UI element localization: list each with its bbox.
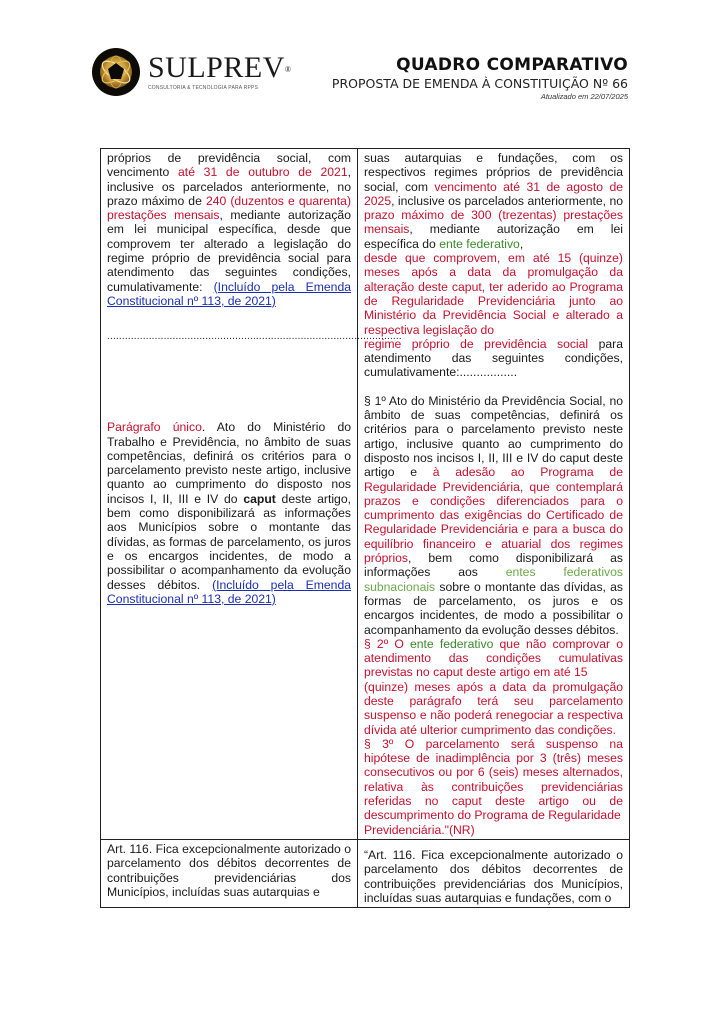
ellipsis-dots: ................................................................................................... [107,331,402,343]
current-text-cell [101,839,358,907]
sulprev-logo [92,48,291,96]
amendment-reference-link[interactable]: (Incluído pela Emenda Constitucional nº 113, de 2021) [107,279,352,308]
comparison-table [100,148,630,908]
logo-name: SULPREV® [148,51,292,84]
article-116-current: Art. 116. Fica excepcionalmente autorizado o parcelamento dos débitos decorrentes de contribuições previdenciárias dos Municípios, incluídas suas autarquias e [107,841,351,899]
article-paragraph: próprios de previdência social, com vencimento até 31 de outubro de 2021, inclusive os parcelados anteriormente, no prazo máximo de 240 (duzentos e quarenta) prestações mensais, mediante autorização em lei municipal específica, desde que comprovem ter alterado a legislação do regime próprio de previdência social para atendimento das seguintes condições, cumulativamente: (Incluído pela Emenda Constitucional nº 113, de 2021) [107,151,352,308]
logo-tagline: CONSULTORIA & TECNOLOGIA PARA RPPS [148,85,259,91]
table-row [101,149,630,840]
article-116-proposed: “Art. 116. Fica excepcionalmente autorizado o parcelamento dos débitos decorrentes de contribuições previdenciárias dos Municípios, incluídas suas autarquias e fundações, com o [364,847,623,905]
paragraph-3: § 3º O parcelamento será suspenso na hipótese de inadimplência por 3 (três) meses consecutivos ou por 6 (seis) meses alternados, relativa às contribuições previdenciárias referidas no caput deste artigo ou de descumprimento do Programa de Regularidade Previdenciária."(NR) [364,736,623,837]
title-block [332,55,628,102]
sulprev-logo-icon [92,48,140,96]
updated-date: Atualizado em 22/07/2025 [540,92,628,101]
sole-paragraph: Parágrafo único. Ato do Ministério do Trabalho e Previdência, no âmbito de suas competências, definirá os critérios para o parcelamento previsto neste artigo, inclusive quanto ao cumprimento do disposto nos incisos I, II, III e IV do caput deste artigo, bem como disponibilizará as informações aos Municípios sobre o montante das dívidas, as formas de parcelamento, os juros e os encargos incidentes, de modo a possibilitar o acompanhamento da evolução desses débitos. (Incluído pela Emenda Constitucional nº 113, de 2021) [107,420,351,606]
document-subtitle: PROPOSTA DE EMENDA À CONSTITUIÇÃO Nº 66 [331,76,628,91]
paragraph-1: § 1º Ato do Ministério da Previdência Social, no âmbito de suas competências, definirá os critérios para o parcelamento previsto neste artigo, inclusive quanto ao cumprimento do disposto nos incisos I, II, III e IV do caput deste artigo e à adesão ao Programa de Regularidade Previdenciária, que contemplará prazos e condições diferenciados para o cumprimento das exigências do Certificado de Regularidade Previdenciária e para a busca do equilíbrio financeiro e atuarial dos regimes próprios, bem como disponibilizará as informações aos entes federativos subnacionais sobre o montante das dívidas, as formas de parcelamento, os juros e os encargos incidentes, de modo a possibilitar o acompanhamento da evolução desses débitos. [364,393,623,637]
current-text-cell [101,149,402,840]
proposed-text-cell [358,839,630,907]
amendment-reference-link[interactable]: (Incluído pela Emenda Constitucional nº 113, de 2021) [107,577,351,606]
article-paragraph: suas autarquias e fundações, com os respectivos regimes próprios de previdência social, com vencimento até 31 de agosto de 2025, inclusive os parcelados anteriormente, no prazo máximo de 300 (trezentas) prestações mensais, mediante autorização em lei específica do ente federativo, desde que comprovem, em até 15 (quinze) meses após a data da promulgação da alteração deste caput, ter aderido ao Programa de Regularidade Previdenciária junto ao Ministério da Previdência Social e alterado a respectiva legislação do regime próprio de previdência social para atendimento das seguintes condições, cumulativamente:................. [364,151,624,380]
document-title: QUADRO COMPARATIVO [396,55,628,75]
page-header [0,0,725,120]
proposed-text-cell [358,149,630,840]
table-row [101,839,630,907]
paragraph-2: § 2º O ente federativo que não comprovar o atendimento das condições cumulativas previstas no caput deste artigo em até 15 (quinze) meses após a data da promulgação deste parágrafo terá seu parcelamento suspenso e não poderá renegociar a respectiva dívida até ulterior cumprimento das condições. [364,636,623,737]
